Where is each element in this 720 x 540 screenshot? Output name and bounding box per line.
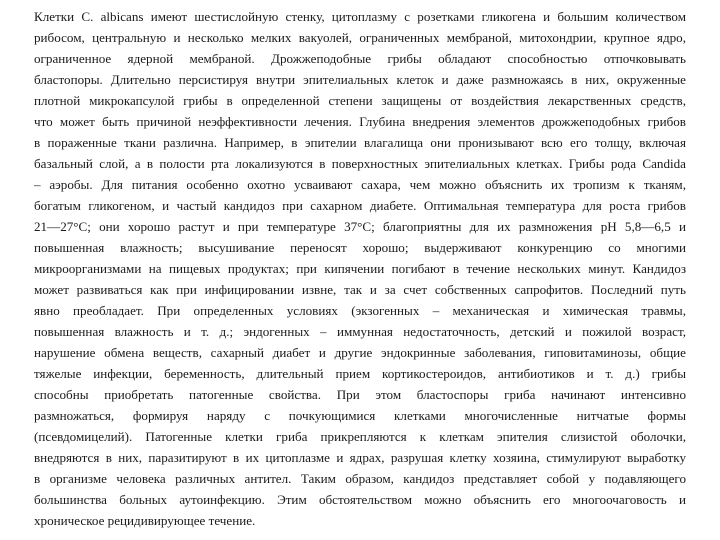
text-line: размножаться, формируя наряду с почкующимися клетками многочисленные нитчатые формы bbox=[34, 408, 686, 423]
text-line: в пораженные ткани различна. Например, в эпителии влагалища они пронизывают всю его толщу, включая bbox=[34, 135, 686, 150]
text-line-last: хроническое рецидивирующее течение. bbox=[34, 513, 256, 528]
text-line: что может быть причиной неэффективности лечения. Глубина внедрения элементов дрожжеподобных грибов bbox=[34, 114, 686, 129]
text-line: нарушение обмена веществ, сахарный диабет и другие эндокринные заболевания, гиповитаминозы, общие bbox=[34, 345, 686, 360]
text-line: – аэробы. Для питания особенно охотно усваивают сахара, чем можно объяснить их тропизм к тканям, bbox=[34, 177, 686, 192]
text-line: тяжелые инфекции, беременность, длительный прием кортикостероидов, антибиотиков и т. д.) грибы bbox=[34, 366, 686, 381]
text-line: плотной микрокапсулой грибы в определенной степени защищены от воздействия лекарственных средств, bbox=[34, 93, 686, 108]
text-line: в организме человека различных антител. Таким образом, кандидоз представляет собой у подавляющего bbox=[34, 471, 686, 486]
body-text bbox=[34, 6, 686, 531]
text-line: (псевдомицелий). Патогенные клетки гриба прикрепляются к клеткам эпителия слизистой оболочки, bbox=[34, 429, 686, 444]
text-line: базальный слой, а в полости рта локализуются в поверхностных эпителиальных клетках. Грибы рода Candida bbox=[34, 156, 686, 171]
text-line: повышенная влажность и т. д.; эндогенных – иммунная недостаточность, детский и пожилой возраст, bbox=[34, 324, 686, 339]
text-line: явно преобладает. При определенных условиях (экзогенных – механическая и химическая травмы, bbox=[34, 303, 686, 318]
text-line: бластопоры. Длительно персистируя внутри эпителиальных клеток и даже размножаясь в них, окруженные bbox=[34, 72, 686, 87]
text-line: рибосом, центральную и несколько мелких вакуолей, ограниченных мембраной, митохондрии, крупное ядро, bbox=[34, 30, 686, 45]
text-line: большинства больных аутоинфекцию. Этим обстоятельством можно объяснить его многоочаговость и bbox=[34, 492, 686, 507]
text-line: Клетки C. albicans имеют шестислойную стенку, цитоплазму с розетками гликогена и большим количеством bbox=[34, 9, 686, 24]
text-line: богатым гликогеном, и частый кандидоз при сахарном диабете. Оптимальная температура для роста грибов bbox=[34, 198, 686, 213]
text-line: повышенная влажность; высушивание переносят хорошо; выдерживают конкуренцию со многими bbox=[34, 240, 686, 255]
text-line: 21—27°С; они хорошо растут и при температуре 37°С; благоприятны для их размножения pH 5,8—6,5 и bbox=[34, 219, 686, 234]
text-line: способны приобретать патогенные свойства. При этом бластоспоры гриба начинают интенсивно bbox=[34, 387, 686, 402]
text-line: ограниченное ядерной мембраной. Дрожжеподобные грибы обладают способностью отпочковывать bbox=[34, 51, 686, 66]
text-line: микроорганизмами на пищевых продуктах; при кипячении погибают в течение нескольких минут. Кандидоз bbox=[34, 261, 686, 276]
text-line: может развиваться как при инфицировании извне, так и за счет собственных сапрофитов. Последний путь bbox=[34, 282, 686, 297]
text-line: внедряются в них, паразитируют в их цитоплазме и ядрах, разрушая клетку хозяина, стимулируют выработку bbox=[34, 450, 686, 465]
